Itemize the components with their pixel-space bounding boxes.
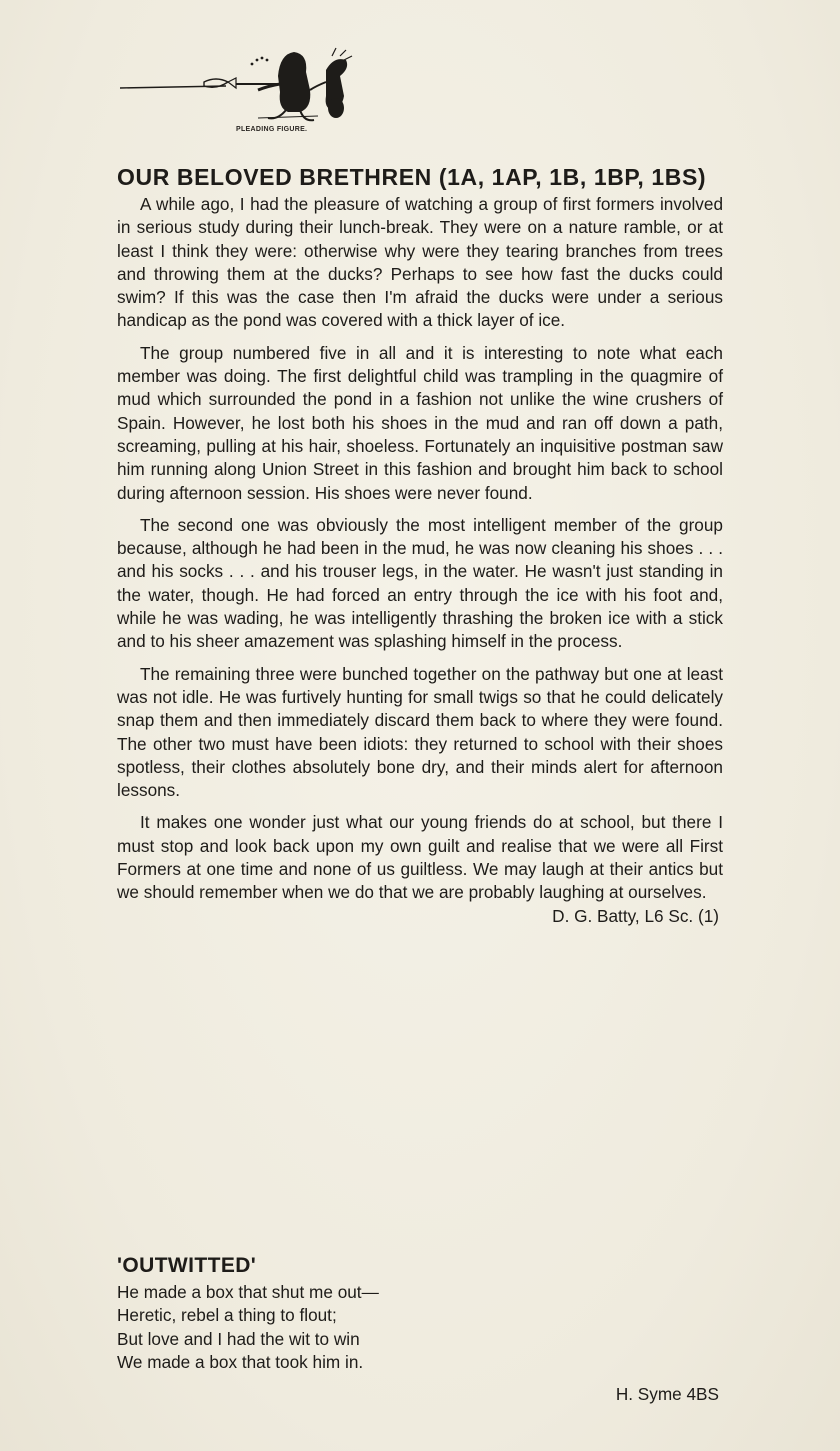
- poem-line: Heretic, rebel a thing to flout;: [117, 1305, 337, 1326]
- poem: [117, 1253, 723, 1406]
- article: [117, 163, 723, 928]
- article-paragraph: It makes one wonder just what our young friends do at school, but there I must stop and look back upon my own guilt and realise that we were all First Formers at one time and none of us guiltless. We may laugh at their antics but we should remember when we do that we are probably laughing at ourselves.: [117, 812, 723, 903]
- illustration-caption: PLEADING FIGURE.: [236, 126, 308, 133]
- article-paragraph: A while ago, I had the pleasure of watching a group of first formers involved in serious study during their lunch-break. They were on a nature ramble, or at least I think they were: otherwise why were they tearing branches from trees and throwing them at the ducks? Perhaps to see how fast the ducks could swim? If this was the case then I'm afraid the ducks were under a serious handicap as the pond was covered with a thick layer of ice.: [117, 194, 723, 331]
- article-paragraph: The remaining three were bunched together on the pathway but one at least was not idle. He was furtively hunting for small twigs so that he could delicately snap them and then immediately discard them back to where they were found. The other two must have been idiots: they returned to school with their shoes spotless, their clothes absolutely bone dry, and their minds alert for afternoon lessons.: [117, 663, 723, 801]
- cartoon-illustration: [118, 46, 358, 142]
- article-title: OUR BELOVED BRETHREN (1A, 1AP, 1B, 1BP, 1BS): [117, 164, 707, 190]
- poem-line: But love and I had the wit to win: [117, 1328, 360, 1349]
- poem-title: 'OUTWITTED': [117, 1254, 257, 1277]
- poem-line: He made a box that shut me out—: [117, 1282, 379, 1302]
- poem-signature: H. Syme 4BS: [615, 1384, 719, 1405]
- article-signature: D. G. Batty, L6 Sc. (1): [552, 905, 719, 926]
- poem-line: We made a box that took him in.: [117, 1351, 364, 1372]
- article-paragraph: The group numbered five in all and it is interesting to note what each member was doing. The first delightful child was trampling in the quagmire of mud which surrounded the pond in a fashion not unlike the wine crushers of Spain. However, he lost both his shoes in the mud and ran off down a path, screaming, pulling at his hair, shoeless. Fortunately an inquisitive postman saw him running along Union Street in this fashion and brought him back to school during afternoon session. His shoes were never found.: [117, 342, 723, 503]
- article-paragraph: The second one was obviously the most intelligent member of the group because, although he had been in the mud, he was now cleaning his shoes . . . and his socks . . . and his trouser legs, in the water. He wasn't just standing in the water, though. He had forced an entry through the ice with his foot and, while he was wading, he was intelligently thrashing the broken ice with a stick and to his sheer amazement was splashing himself in the process.: [117, 514, 723, 652]
